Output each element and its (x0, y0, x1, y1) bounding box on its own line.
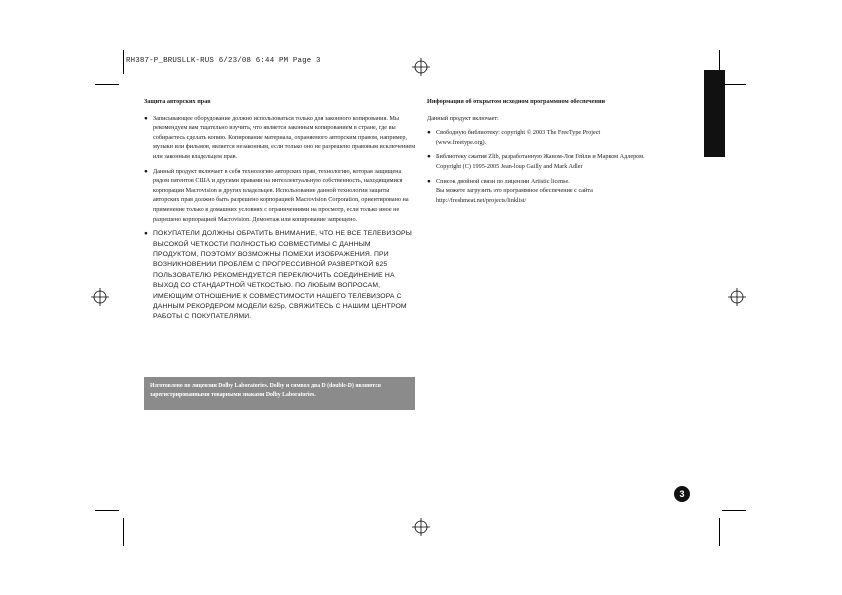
crop-mark (722, 510, 746, 511)
open-source-heading: Информация об открытом исходном программном обеспечении (427, 98, 606, 105)
bullet-text: ПОКУПАТЕЛИ ДОЛЖНЫ ОБРАТИТЬ ВНИМАНИЕ, ЧТО НЕ ВСЕ ТЕЛЕВИЗОРЫ ВЫСОКОЙ ЧЕТКОСТИ ПОЛНОСТЬЮ СОВМЕСТИМЫ С ДАННЫМ ПРОДУКТОМ, ПОЭТОМУ ВОЗМОЖНЫ ПОМЕХИ ИЗОБРАЖЕНИЯ. ПРИ ВОЗНИКНОВЕНИИ ПРОБЛЕМ С ПРОГРЕССИВНОЙ РАЗВЕРТКОЙ 625 ПОЛЬЗОВАТЕЛЮ РЕКОМЕНДУЕТСЯ ПЕРЕКЛЮЧИТЬ СОЕДИНЕНИЕ НА ВЫХОД СО СТАНДАРТНОЙ ЧЕТКОСТЬЮ. ПО ЛЮБЫМ ВОПРОСАМ, ИМЕЮЩИМ ОТНОШЕНИЕ К СОВМЕСТИМОСТИ НАШЕГО ТЕЛЕВИЗОРА С ДАННЫМ РЕКОРДЕРОМ МОДЕЛИ 625p, СВЯЖИТЕСЬ С НАШИМ ЦЕНТРОМ РАБОТЫ С ПОКУПАТЕЛЯМИ. (153, 230, 412, 321)
list-item (427, 128, 675, 147)
bullet-line: Библиотеку сжатия Zlib, разработанную Жаном-Лоя Гейли и Марком Адлером. (436, 153, 645, 161)
list-item (427, 152, 675, 171)
crop-mark (722, 84, 746, 85)
dolby-text: Изготовлено по лицензии Dolby Laboratories. Dolby и символ два D (double-D) являются зарегистрированными товарными знаками Dolby Laboratories. (150, 383, 381, 399)
bullet-text: Данный продукт включает в себя технологию авторских прав, технологию, которая защищена рядом патентов США и другими правами на интеллектуальную собственность, находящимися корпорации Macrovision и других владельцев. Использование данной технологии защиты авторских прав должно быть разрешено корпорацией Macrovision Corporation, ориентировано на применение только в домашних условиях с ограничениями на просмотр, если только иное не разрешено корпорацией Macrovision. Демонтаж или копирование запрещено. (153, 167, 409, 223)
bullet-icon: ● (144, 114, 148, 122)
bullet-icon: ● (427, 153, 431, 161)
bullet-icon: ● (427, 177, 431, 185)
print-slug: RH387-P_BRUSLLK-RUS 6/23/08 6:44 PM Page 3 (126, 57, 321, 65)
bullet-icon: ● (144, 167, 148, 175)
crop-mark (95, 84, 119, 85)
list-item-warning (144, 229, 416, 323)
bullet-line: Свободную библиотеку: copyright © 2003 The FreeType Project (436, 129, 601, 137)
bullet-line: Список двойной связи по лицензии Artistic license. (436, 177, 570, 185)
list-item (144, 167, 416, 225)
crop-mark (123, 518, 124, 546)
dolby-notice (144, 377, 415, 410)
bullet-icon: ● (144, 230, 149, 238)
registration-mark-left (91, 288, 109, 306)
registration-mark-right (728, 288, 746, 306)
registration-mark-bottom (412, 518, 430, 536)
bullet-line: (www.freetype.org). (436, 138, 487, 146)
bullet-line: Вы можете загрузить это программное обеспечение с сайта http://freshmeat.net/projects/linklist/ (436, 187, 593, 204)
crop-mark (123, 50, 124, 74)
copyright-heading: Защита авторских прав (144, 98, 211, 105)
page-number: 3 (674, 486, 690, 502)
list-item (427, 177, 675, 206)
intro-text: Данный продукт включает: (427, 114, 499, 122)
left-column (144, 97, 416, 328)
registration-mark-top (412, 58, 430, 76)
right-column (427, 97, 675, 210)
list-item (144, 114, 416, 162)
section-tab (704, 70, 725, 157)
crop-mark (95, 510, 119, 511)
bullet-text: Записывающее оборудование должно использоваться только для законного копирования. Мы рекомендуем вам тщательно изучить, что является законным копированием в стране, где вы собираетесь сделать копию. Копирование материала, охраняемого авторским правом, например, музыки или фильмов, является незаконным, если только оно не разрешено правовым исключением или законным владельцем прав. (153, 114, 416, 160)
bullet-icon: ● (427, 129, 431, 137)
bullet-line: Copyright (C) 1995-2005 Jean-loup Gailly and Mark Adler (436, 162, 583, 170)
crop-mark (719, 518, 720, 546)
